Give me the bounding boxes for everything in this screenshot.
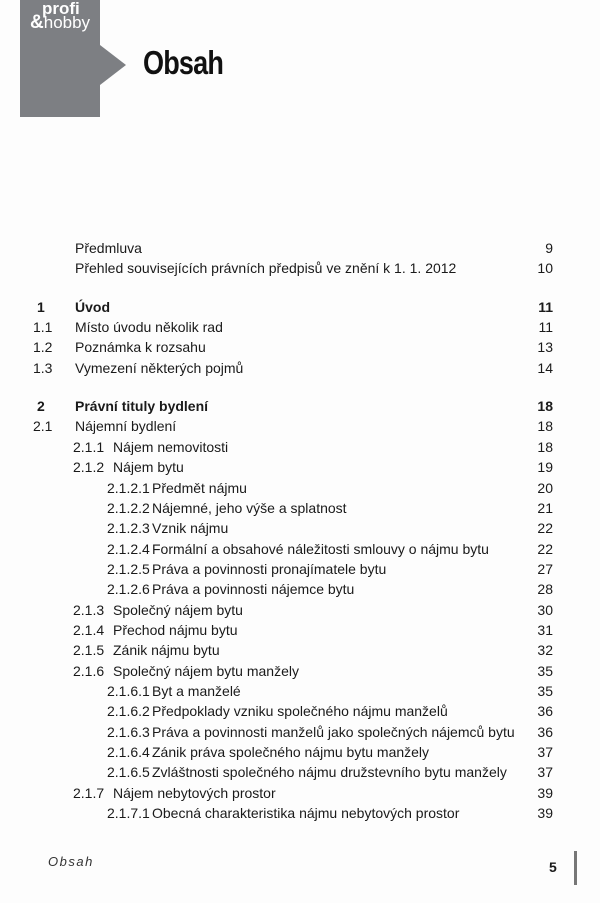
toc-title: Přehled souvisejících právních předpisů ve znění k 1. 1. 2012 (75, 260, 457, 277)
page-title: Obsah (143, 44, 224, 81)
toc-title: Nájem nemovitosti (113, 438, 229, 455)
toc-entry (0, 620, 600, 640)
toc-title: Společný nájem bytu manžely (113, 662, 299, 679)
toc-entry (0, 317, 600, 337)
toc-page: 36 (537, 703, 553, 720)
toc-title: Nájem bytu (113, 459, 184, 476)
toc-title: Předmět nájmu (152, 479, 247, 496)
toc-entry (0, 337, 600, 357)
toc-page: 31 (537, 621, 553, 638)
toc-page: 21 (537, 499, 553, 516)
toc-page: 18 (537, 398, 553, 415)
toc-number: 1.3 (33, 359, 53, 376)
toc-page: 18 (537, 418, 553, 435)
toc-page: 37 (537, 764, 553, 781)
running-footer: Obsah (48, 854, 94, 869)
toc-page: 22 (537, 520, 553, 537)
toc-title: Zvláštnosti společného nájmu družstevního bytu manžely (152, 764, 507, 781)
toc-number: 2.1.1 (73, 438, 105, 455)
toc-entry (0, 722, 600, 742)
toc-page: 13 (537, 339, 553, 356)
toc-title: Byt a manželé (152, 683, 241, 699)
toc-entry (0, 518, 600, 538)
toc-page: 19 (537, 459, 553, 476)
toc-number: 2.1.2 (73, 459, 105, 476)
toc-page: 11 (538, 298, 553, 315)
toc-entry (0, 600, 600, 620)
toc-page: 30 (537, 601, 553, 618)
toc-title: Předpoklady vzniku společného nájmu manželů (152, 703, 448, 720)
toc-number: 1.1 (33, 319, 53, 336)
toc-title: Poznámka k rozsahu (75, 339, 206, 356)
toc-entry (0, 258, 600, 278)
toc-entry (0, 478, 600, 498)
toc-entry (0, 640, 600, 660)
toc-title: Práva a povinnosti manželů jako společných nájemců bytu (152, 723, 515, 740)
toc-entry (0, 579, 600, 599)
logo-line1: profi (42, 0, 80, 18)
toc-page: 10 (537, 260, 553, 277)
toc-number: 2.1 (33, 418, 53, 435)
toc-entry (0, 416, 600, 436)
toc-page: 39 (537, 805, 553, 822)
toc-entry (0, 559, 600, 579)
toc-title: Formální a obsahové náležitosti smlouvy o nájmu bytu (152, 540, 489, 557)
toc-title: Předmluva (75, 240, 142, 256)
toc-entry (0, 783, 600, 803)
toc-page: 28 (537, 581, 553, 598)
toc-page: 35 (537, 683, 553, 699)
toc-number: 2.1.2.3 (107, 520, 150, 537)
brand-arrow (100, 45, 126, 85)
toc-title: Obecná charakteristika nájmu nebytových prostor (152, 805, 460, 822)
toc-entry (0, 681, 600, 701)
toc-entry (0, 437, 600, 457)
toc-page: 11 (538, 319, 553, 336)
toc-page: 36 (537, 723, 553, 740)
profi-hobby-logo (30, 0, 91, 33)
toc-number: 2.1.2.6 (107, 581, 150, 598)
toc-title: Společný nájem bytu (113, 601, 243, 618)
logo-line2: hobby (43, 13, 91, 32)
toc-title: Vymezení některých pojmů (75, 359, 244, 376)
toc-title: Přechod nájmu bytu (113, 621, 238, 638)
toc-page: 18 (537, 438, 553, 455)
toc-entry (0, 661, 600, 681)
toc-title: Nájem nebytových prostor (113, 784, 276, 801)
toc-number: 2.1.3 (73, 601, 105, 618)
toc-number: 2.1.5 (73, 642, 105, 659)
toc-number: 2.1.2.1 (107, 479, 150, 496)
toc-entry (0, 238, 600, 258)
toc-number: 2.1.6.1 (107, 683, 150, 699)
toc-entry (0, 539, 600, 559)
toc-page: 9 (545, 240, 553, 256)
toc-page: 32 (537, 642, 553, 659)
toc-page: 20 (537, 479, 553, 496)
toc-title: Nájemní bydlení (75, 418, 177, 435)
toc-title: Nájemné, jeho výše a splatnost (152, 499, 347, 516)
toc-number: 2.1.7.1 (107, 805, 150, 822)
toc-chapter (0, 396, 600, 416)
toc-page: 37 (537, 744, 553, 761)
toc-entry (0, 358, 600, 378)
toc-number: 1.2 (33, 339, 53, 356)
toc-title: Právní tituly bydlení (75, 398, 209, 415)
toc-title: Vznik nájmu (152, 520, 229, 537)
toc-number: 2.1.6.5 (107, 764, 150, 781)
toc-title: Zánik nájmu bytu (113, 642, 220, 659)
toc-page: 27 (537, 560, 553, 577)
toc-number: 2.1.7 (73, 784, 105, 801)
toc-page: 14 (537, 359, 553, 376)
toc-number: 2.1.2.5 (107, 560, 150, 577)
toc-page: 39 (537, 784, 553, 801)
toc-entry (0, 742, 600, 762)
toc-entry (0, 762, 600, 782)
toc-number: 2.1.6.3 (107, 723, 150, 740)
toc-page: 22 (537, 540, 553, 557)
toc-title: Úvod (75, 298, 110, 315)
toc-entry (0, 498, 600, 518)
toc-number: 2.1.2.4 (107, 540, 150, 557)
toc-number: 2.1.6.2 (107, 703, 150, 720)
toc-chapter (0, 297, 600, 317)
toc-title: Zánik práva společného nájmu bytu manžely (152, 744, 430, 761)
toc-entry (0, 803, 600, 823)
toc-title: Místo úvodu několik rad (75, 319, 223, 336)
toc-number: 2.1.6 (73, 662, 105, 679)
toc-entry (0, 457, 600, 477)
toc-entry (0, 701, 600, 721)
toc-title: Práva a povinnosti nájemce bytu (152, 581, 355, 598)
toc-number: 2.1.6.4 (107, 744, 150, 761)
toc-number: 1 (37, 298, 45, 315)
toc-number: 2 (37, 398, 45, 415)
toc-number: 2.1.4 (73, 621, 105, 638)
toc-number: 2.1.2.2 (107, 499, 150, 516)
toc-page: 35 (537, 662, 553, 679)
logo-amp: & (30, 12, 44, 33)
footer-rule (574, 851, 577, 885)
toc-title: Práva a povinnosti pronajímatele bytu (152, 560, 387, 577)
page-number: 5 (549, 859, 557, 875)
